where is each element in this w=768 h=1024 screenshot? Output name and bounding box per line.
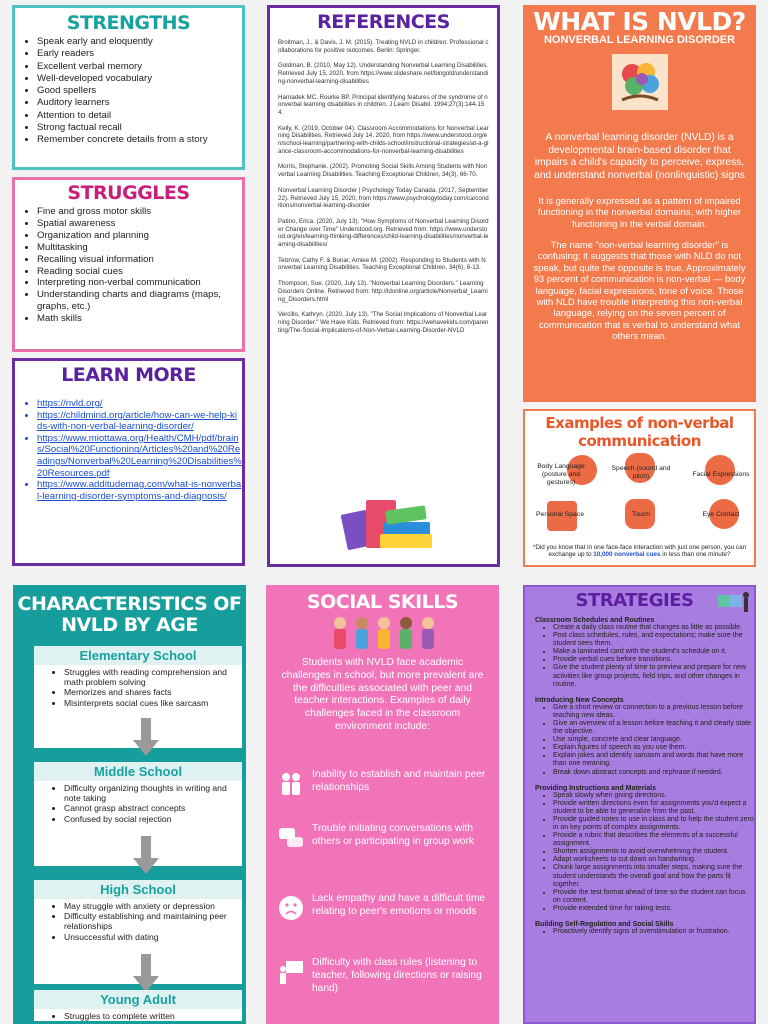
list-item: • Auditory learners bbox=[37, 97, 242, 109]
list-item: • Attention to detail bbox=[37, 110, 242, 122]
strengths-list bbox=[15, 36, 242, 147]
social-item bbox=[278, 957, 488, 995]
list-item: • Make a laminated card with the student's schedule on it. bbox=[553, 648, 754, 656]
list-item: • Early readers bbox=[37, 48, 242, 60]
list-item: • Recalling visual information bbox=[37, 254, 242, 266]
list-item: • Misinterprets social cues like sarcasm bbox=[64, 698, 242, 708]
learn-more-panel bbox=[12, 358, 245, 566]
list-item: • Break down abstract concepts and rephrase if needed. bbox=[553, 769, 754, 777]
list-item: • Memorizes and shares facts bbox=[64, 687, 242, 697]
references-title: REFERENCES bbox=[317, 11, 450, 33]
teacher-board-icon bbox=[278, 959, 304, 985]
list-item: • Provide verbal cues before transitions. bbox=[553, 656, 754, 664]
sad-face-icon bbox=[278, 895, 304, 921]
what-is-title: WHAT IS NVLD? bbox=[533, 7, 746, 36]
social-item-text: Trouble initiating conversations with others or participating in group work bbox=[312, 823, 474, 847]
list-item: • Confused by social rejection bbox=[64, 814, 242, 824]
list-item: • Adapt worksheets to cut down on handwriting. bbox=[553, 856, 754, 864]
examples-title: Examples of non-verbal communication bbox=[545, 414, 734, 450]
stage-title: High School bbox=[34, 880, 242, 899]
example-label: Speech (sound and pitch) bbox=[611, 465, 671, 480]
list-item: • Provide the test format ahead of time so the student can focus on content. bbox=[553, 889, 754, 905]
list-item: • Difficulty establishing and maintaining peer relationships bbox=[64, 911, 242, 931]
stage-young-adult bbox=[34, 990, 242, 1024]
note-text: in less than one minute? bbox=[660, 551, 731, 559]
reference-entry: Kelly, K. (2019, October 04). Classroom Accommodations for Nonverbal Learning Disabilities. Retrieved July 14, 2020, from https://www.understood.org/en/school-learning/partnering-with-childs-school/instructional-strategies/at-a-glance-classroom-accommodations-for-nonverbal-learning-disabilities bbox=[278, 124, 489, 155]
example-label: Eye Contact bbox=[702, 511, 740, 518]
list-item: • Explain figures of speech as you use them. bbox=[553, 744, 754, 752]
strategy-section-title: Building Self-Regulation and Social Skills bbox=[535, 921, 674, 928]
social-item bbox=[278, 893, 488, 919]
list-item: • Understanding charts and diagrams (maps, graphs, etc.) bbox=[37, 289, 242, 313]
list-item: • Well-developed vocabulary bbox=[37, 73, 242, 85]
list-item: • Fine and gross motor skills bbox=[37, 206, 242, 218]
list-item: • Difficulty organizing thoughts in writing and note taking bbox=[64, 783, 242, 803]
list-item: • Struggles to complete written bbox=[64, 1011, 242, 1021]
list-item: • Speak early and eloquently bbox=[37, 36, 242, 48]
list-item: • Good spellers bbox=[37, 85, 242, 97]
social-intro: Students with NVLD face academic challenges in school, but more prevalent are the difficulties associated with peer and teacher interactions. Examples of daily challenges faced in the classroom environment include: bbox=[281, 657, 484, 732]
strategy-section-title: Providing Instructions and Materials bbox=[535, 784, 656, 792]
note-text: *Did you know that in one face-face interaction with just one person, you can exchange up to bbox=[532, 543, 747, 559]
example-label: Personal Space bbox=[536, 511, 584, 518]
strategies-panel bbox=[523, 585, 756, 1024]
list-item: • Cannot grasp abstract concepts bbox=[64, 803, 242, 813]
list-item: • Explain jokes and identify sarcasm and words that have more than one meaning. bbox=[553, 752, 754, 768]
strengths-title: STRENGTHS bbox=[66, 12, 191, 34]
list-item: • Use simple, concrete and clear language. bbox=[553, 736, 754, 744]
characteristics-panel bbox=[13, 585, 246, 1024]
struggles-title: STRUGGLES bbox=[67, 182, 190, 204]
social-title: SOCIAL SKILLS bbox=[306, 591, 459, 613]
list-item: • Provide written directions even for assignments you'd expect a student to be able to generalize from the past. bbox=[553, 800, 754, 816]
note-highlight: 10,000 nonverbal cues bbox=[593, 551, 661, 559]
reference-entry: Goldman, B. (2010, May 12). Understanding Nonverbal Learning Disabilities. Retrieved July 15, 2020, from https://www.slideshare.net/bingold/understanding-nonverbal-learning-disabilities bbox=[278, 62, 489, 85]
face-icon bbox=[705, 455, 735, 485]
learn-more-links bbox=[15, 398, 242, 502]
list-item: • Shorten assignments to avoid overwhelming the student. bbox=[553, 848, 754, 856]
resource-link[interactable]: • https://nvld.org/ bbox=[37, 398, 242, 410]
social-item bbox=[278, 769, 488, 795]
social-item-text: Difficulty with class rules (listening to teacher, following directions or raising hand) bbox=[312, 957, 482, 994]
reference-entry: Thompson, Sue. (2020, July 13). "Nonverbal Learning Disorders." Learning Disorders Online. Retrieved from: http://ldonline.org/article/Nonverbal_Learning_Disorders.html bbox=[278, 280, 488, 303]
list-item: • Struggles with reading comprehension and math problem solving bbox=[64, 667, 242, 687]
brain-head-icon bbox=[612, 54, 668, 110]
list-item: • Interpreting non-verbal communication bbox=[37, 277, 242, 289]
list-item: • Strong factual recall bbox=[37, 122, 242, 134]
strategies-title: STRATEGIES bbox=[575, 590, 694, 611]
list-item: • Spatial awareness bbox=[37, 218, 242, 230]
social-item-text: Lack empathy and have a difficult time relating to peer's emotions or moods bbox=[312, 893, 486, 917]
list-item: • Provide extended time for taking tests. bbox=[553, 905, 754, 913]
two-people-icon bbox=[278, 771, 304, 797]
list-item: • Reading social cues bbox=[37, 266, 242, 278]
list-item: • Post class schedules, rules, and expectations; make sure the student sees them. bbox=[553, 632, 754, 648]
list-item: • Give the student plenty of time to preview and prepare for new activities like group projects, field trips, and other changes in routine. bbox=[553, 664, 754, 688]
list-item: • Multitasking bbox=[37, 242, 242, 254]
list-item: • Provide guided notes to use in class and to help the student zero in on key points of complex assignments. bbox=[553, 816, 754, 832]
kids-group-icon bbox=[328, 615, 438, 651]
list-item: • Proactively identify signs of overstimulation or frustration. bbox=[553, 928, 754, 936]
list-item: • Give a short review or connection to a previous lesson before teaching new ideas. bbox=[553, 704, 754, 720]
what-is-paragraph: It is generally expressed as a pattern of impaired functioning in the nonverbal domains, with higher functioning in the verbal domain. bbox=[537, 194, 742, 229]
social-skills-panel bbox=[266, 585, 499, 1024]
reference-entry: Telzrow, Cathy F. & Bonar, Amiee M. (2002). Responding to Students with Nonverbal Learning Disabilities. Teaching Exceptional Children, 34(6), 8-13. bbox=[278, 256, 486, 272]
social-item-text: Inability to establish and maintain peer relationships bbox=[312, 769, 486, 793]
reference-entry: Harnadek MC, Rourke BP. Principal identifying features of the syndrome of nonverbal learning disabilities in children. J Learn Disabil. 1994;27(3):144-154. bbox=[278, 93, 488, 116]
strategy-section-title: Introducing New Concepts bbox=[535, 696, 624, 704]
resource-link[interactable]: • https://www.additudemag.com/what-is-nonverbal-learning-disorder-symptoms-and-diagnosis/ bbox=[37, 479, 242, 502]
list-item: • Remember concrete details from a story bbox=[37, 134, 242, 146]
list-item: • Organization and planning bbox=[37, 230, 242, 242]
reference-entry: Broitman, J., & Davis, J. M. (2015). Treating NVLD in children: Professional collaborations for positive outcomes. Berlin: Springer. bbox=[278, 39, 489, 54]
arrow-down-icon bbox=[133, 954, 159, 992]
stage-title: Middle School bbox=[34, 762, 242, 781]
books-illustration bbox=[340, 486, 435, 550]
strategy-section-title: Classroom Schedules and Routines bbox=[535, 617, 655, 624]
references-panel bbox=[267, 5, 500, 567]
strengths-panel bbox=[12, 5, 245, 170]
characteristics-title: CHARACTERISTICS OF NVLD BY AGE bbox=[17, 593, 242, 636]
example-label: Touch bbox=[631, 511, 651, 518]
example-label: Body Language (posture and gestures) bbox=[537, 463, 585, 486]
resource-link[interactable]: • https://childmind.org/article/how-can-we-help-kids-with-non-verbal-learning-disorder/ bbox=[37, 410, 242, 433]
stage-title: Young Adult bbox=[34, 990, 242, 1009]
what-is-paragraph: The name "non-verbal learning disorder" is confusing; it suggests that those with NLD do not speak, but quite the opposite is true. Approximately 93 percent of communication is non-verbal — body language, facial expressions, tone of voice. Those with NLD have trouble interpreting this non-verbal language, relying on the seven percent of communication that is verbal to understand what others mean. bbox=[533, 239, 746, 342]
resource-link[interactable]: • https://www.miottawa.org/Health/CMH/pdf/brains/Social%20Functioning/Articles%20and%20Readings/Nonverbal%20Learning%20Disabilities%20Resources.pdf bbox=[37, 433, 242, 479]
what-is-paragraph: A nonverbal learning disorder (NVLD) is a developmental brain-based disorder that impairs a child's capacity to perceive, express, and understand nonverbal (nonlinguistic) signs bbox=[534, 132, 745, 182]
list-item: • Excellent verbal memory bbox=[37, 61, 242, 73]
list-item: • Give an overview of a lesson before teaching it and clearly state the objective. bbox=[553, 720, 754, 736]
learn-more-title: LEARN MORE bbox=[61, 364, 196, 386]
puzzle-people-icon bbox=[716, 589, 750, 617]
examples-note bbox=[529, 544, 750, 559]
list-item: • Unsuccessful with dating bbox=[64, 932, 242, 942]
reference-entry: Patino, Erica. (2020, July 13). "How Symptoms of Nonverbal Learning Disorder Change over Time" Understood.org. Retrieved from: https://www.understood.org/en/learning-thinking-differences/child-learning-disabilities/nonverbal-learning-disabilities/ bbox=[278, 217, 489, 249]
examples-panel bbox=[523, 409, 756, 567]
list-item: • May struggle with anxiety or depression bbox=[64, 901, 242, 911]
reference-entry: Vercillo, Kathryn. (2020, July 13). "The Social Implications of Nonverbal Learning Disorder." We Have Kids. Retrieved from: https://wehavekids.com/parenting/The-Social-Implications-of-Non-Verbal-Learning-Disorder-NVLD bbox=[278, 311, 489, 334]
reference-entry: Nonverbal Learning Disorder | Psychology Today Canada. (2017, September 22). Retrieved July 15, 2020, from https://www.psychologytoday.com/ca/conditions/nonverbal-learning-disorder bbox=[278, 186, 489, 210]
what-is-nvld-panel bbox=[523, 5, 756, 402]
chat-bubbles-icon bbox=[278, 825, 304, 851]
stage-title: Elementary School bbox=[34, 646, 242, 665]
list-item: • Provide a rubric that describes the elements of a successful assignment. bbox=[553, 832, 754, 848]
social-item bbox=[278, 823, 488, 849]
struggles-list bbox=[15, 206, 242, 325]
list-item: • Math skills bbox=[37, 313, 242, 325]
list-item: • Speak slowly when giving directions. bbox=[553, 792, 754, 800]
list-item: • Chunk large assignments into smaller steps, making sure the student understands the overall goal and how the parts fit together. bbox=[553, 864, 754, 888]
arrow-down-icon bbox=[133, 836, 159, 874]
list-item: • Create a daily class routine that changes as little as possible. bbox=[553, 624, 754, 632]
struggles-panel bbox=[12, 177, 245, 352]
reference-entry: Morris, Stephanie. (2002). Promoting Social Skills Among Students with Nonverbal Learning Disabilities. Teaching Exceptional Children, 34(3), 66-70. bbox=[278, 163, 488, 179]
arrow-down-icon bbox=[133, 718, 159, 756]
example-label: Facial Expressions bbox=[692, 471, 750, 478]
what-is-subtitle: NONVERBAL LEARNING DISORDER bbox=[543, 34, 736, 46]
